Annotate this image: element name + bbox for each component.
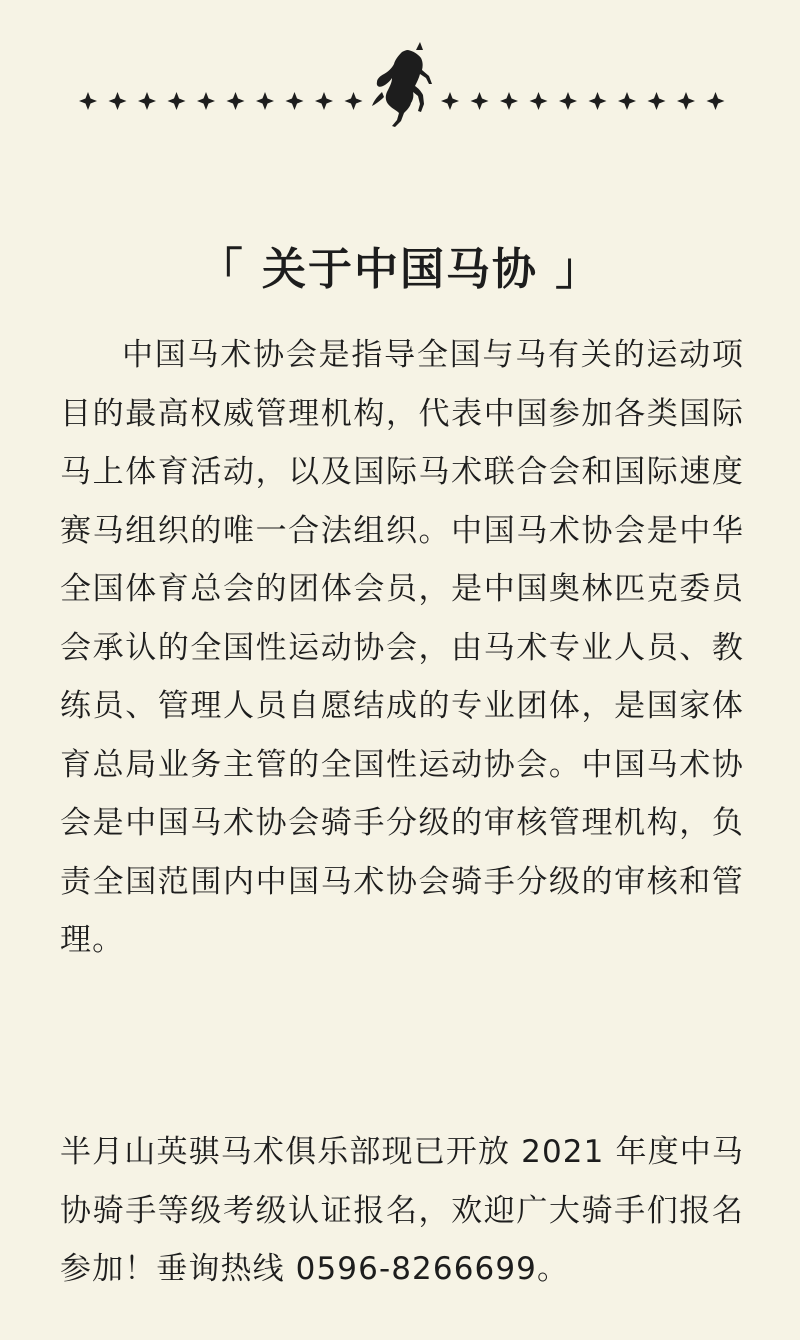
star-ornament (677, 92, 695, 110)
star-ornament (138, 92, 156, 110)
star-ornament (345, 92, 363, 110)
star-ornament (227, 92, 245, 110)
star-ornament (707, 92, 725, 110)
rearing-horse-icon (372, 42, 432, 127)
star-ornament (441, 92, 459, 110)
star-ornament (168, 92, 186, 110)
star-ornament (256, 92, 274, 110)
star-row-left (79, 92, 363, 110)
intro-paragraph: 中国马术协会是指导全国与马有关的运动项目的最高权威管理机构，代表中国参加各类国际马上体育活动，以及国际马术联合会和国际速度赛马组织的唯一合法组织。中国马术协会是中华全国体育总会的团体会员，是中国奥林匹克委员会承认的全国性运动协会，由马术专业人员、教练员、管理人员自愿结成的专业团体，是国家体育总局业务主管的全国性运动协会。中国马术协会是中国马术协会骑手分级的审核管理机构，负责全国范围内中国马术协会骑手分级的审核和管理。 (60, 337, 744, 958)
star-ornament (500, 92, 518, 110)
star-ornament (79, 92, 97, 110)
star-ornament (471, 92, 489, 110)
star-ornament (197, 92, 215, 110)
star-ornament (648, 92, 666, 110)
star-ornament (109, 92, 127, 110)
header-ornament (0, 40, 800, 140)
star-ornament (315, 92, 333, 110)
star-ornament (559, 92, 577, 110)
star-ornament (286, 92, 304, 110)
registration-paragraph: 半月山英骐马术俱乐部现已开放 2021 年度中马协骑手等级考级认证报名，欢迎广大骑手们报名参加！垂询热线 0596-8266699。 (60, 1134, 744, 1287)
star-ornament (589, 92, 607, 110)
star-ornament (618, 92, 636, 110)
star-ornament (530, 92, 548, 110)
star-row-right (441, 92, 725, 110)
page-title: 「 关于中国马协 」 (198, 244, 602, 295)
